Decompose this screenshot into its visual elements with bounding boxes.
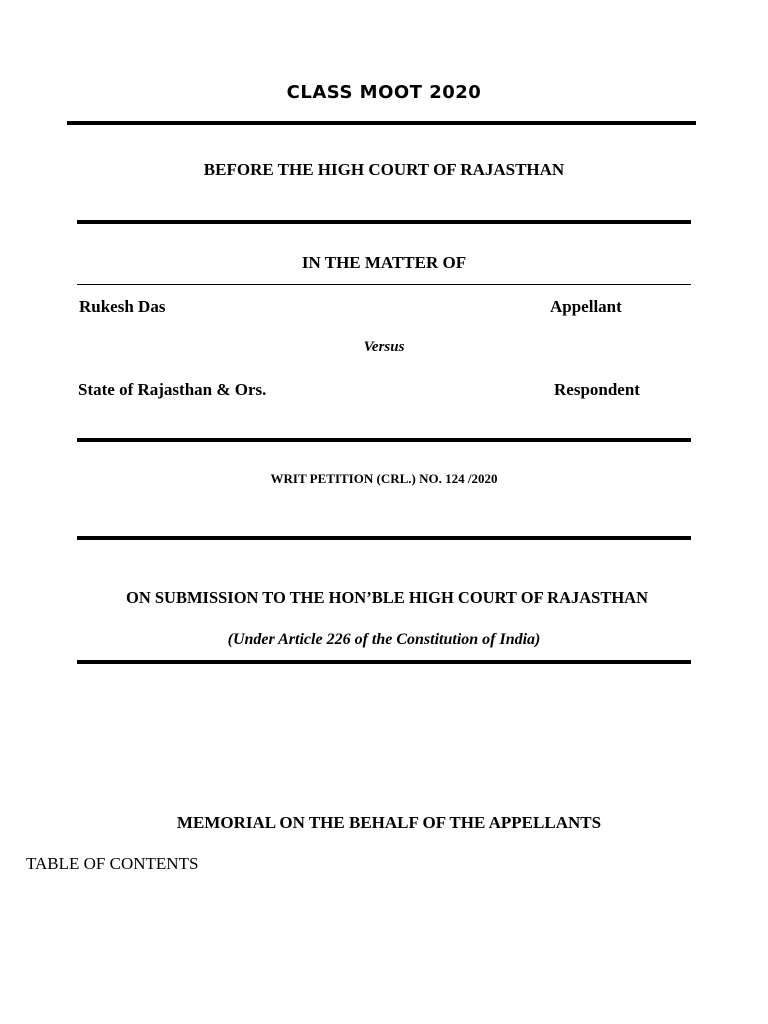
memorial-heading: MEMORIAL ON THE BEHALF OF THE APPELLANTS [176, 813, 602, 832]
petition-number: WRIT PETITION (CRL.) NO. 124 /2020 [270, 471, 498, 486]
court-divider [77, 220, 691, 224]
respondent-role: Respondent [554, 380, 640, 399]
petition-divider [77, 536, 691, 540]
parties-divider [77, 438, 691, 442]
moot-title: CLASS MOOT 2020 [286, 82, 482, 103]
table-of-contents-heading: TABLE OF CONTENTS [26, 854, 199, 873]
submission-divider [77, 660, 691, 664]
matter-divider [77, 284, 691, 285]
article-reference: (Under Article 226 of the Constitution of India) [227, 631, 541, 648]
title-divider [67, 121, 696, 125]
versus-label: Versus [363, 339, 405, 355]
respondent-name: State of Rajasthan & Ors. [78, 380, 267, 399]
court-heading: BEFORE THE HIGH COURT OF RAJASTHAN [203, 160, 565, 179]
submission-heading: ON SUBMISSION TO THE HON’BLE HIGH COURT OF RAJASTHAN [125, 588, 649, 607]
matter-heading: IN THE MATTER OF [301, 253, 467, 272]
appellant-name: Rukesh Das [79, 297, 166, 316]
appellant-role: Appellant [550, 297, 622, 316]
